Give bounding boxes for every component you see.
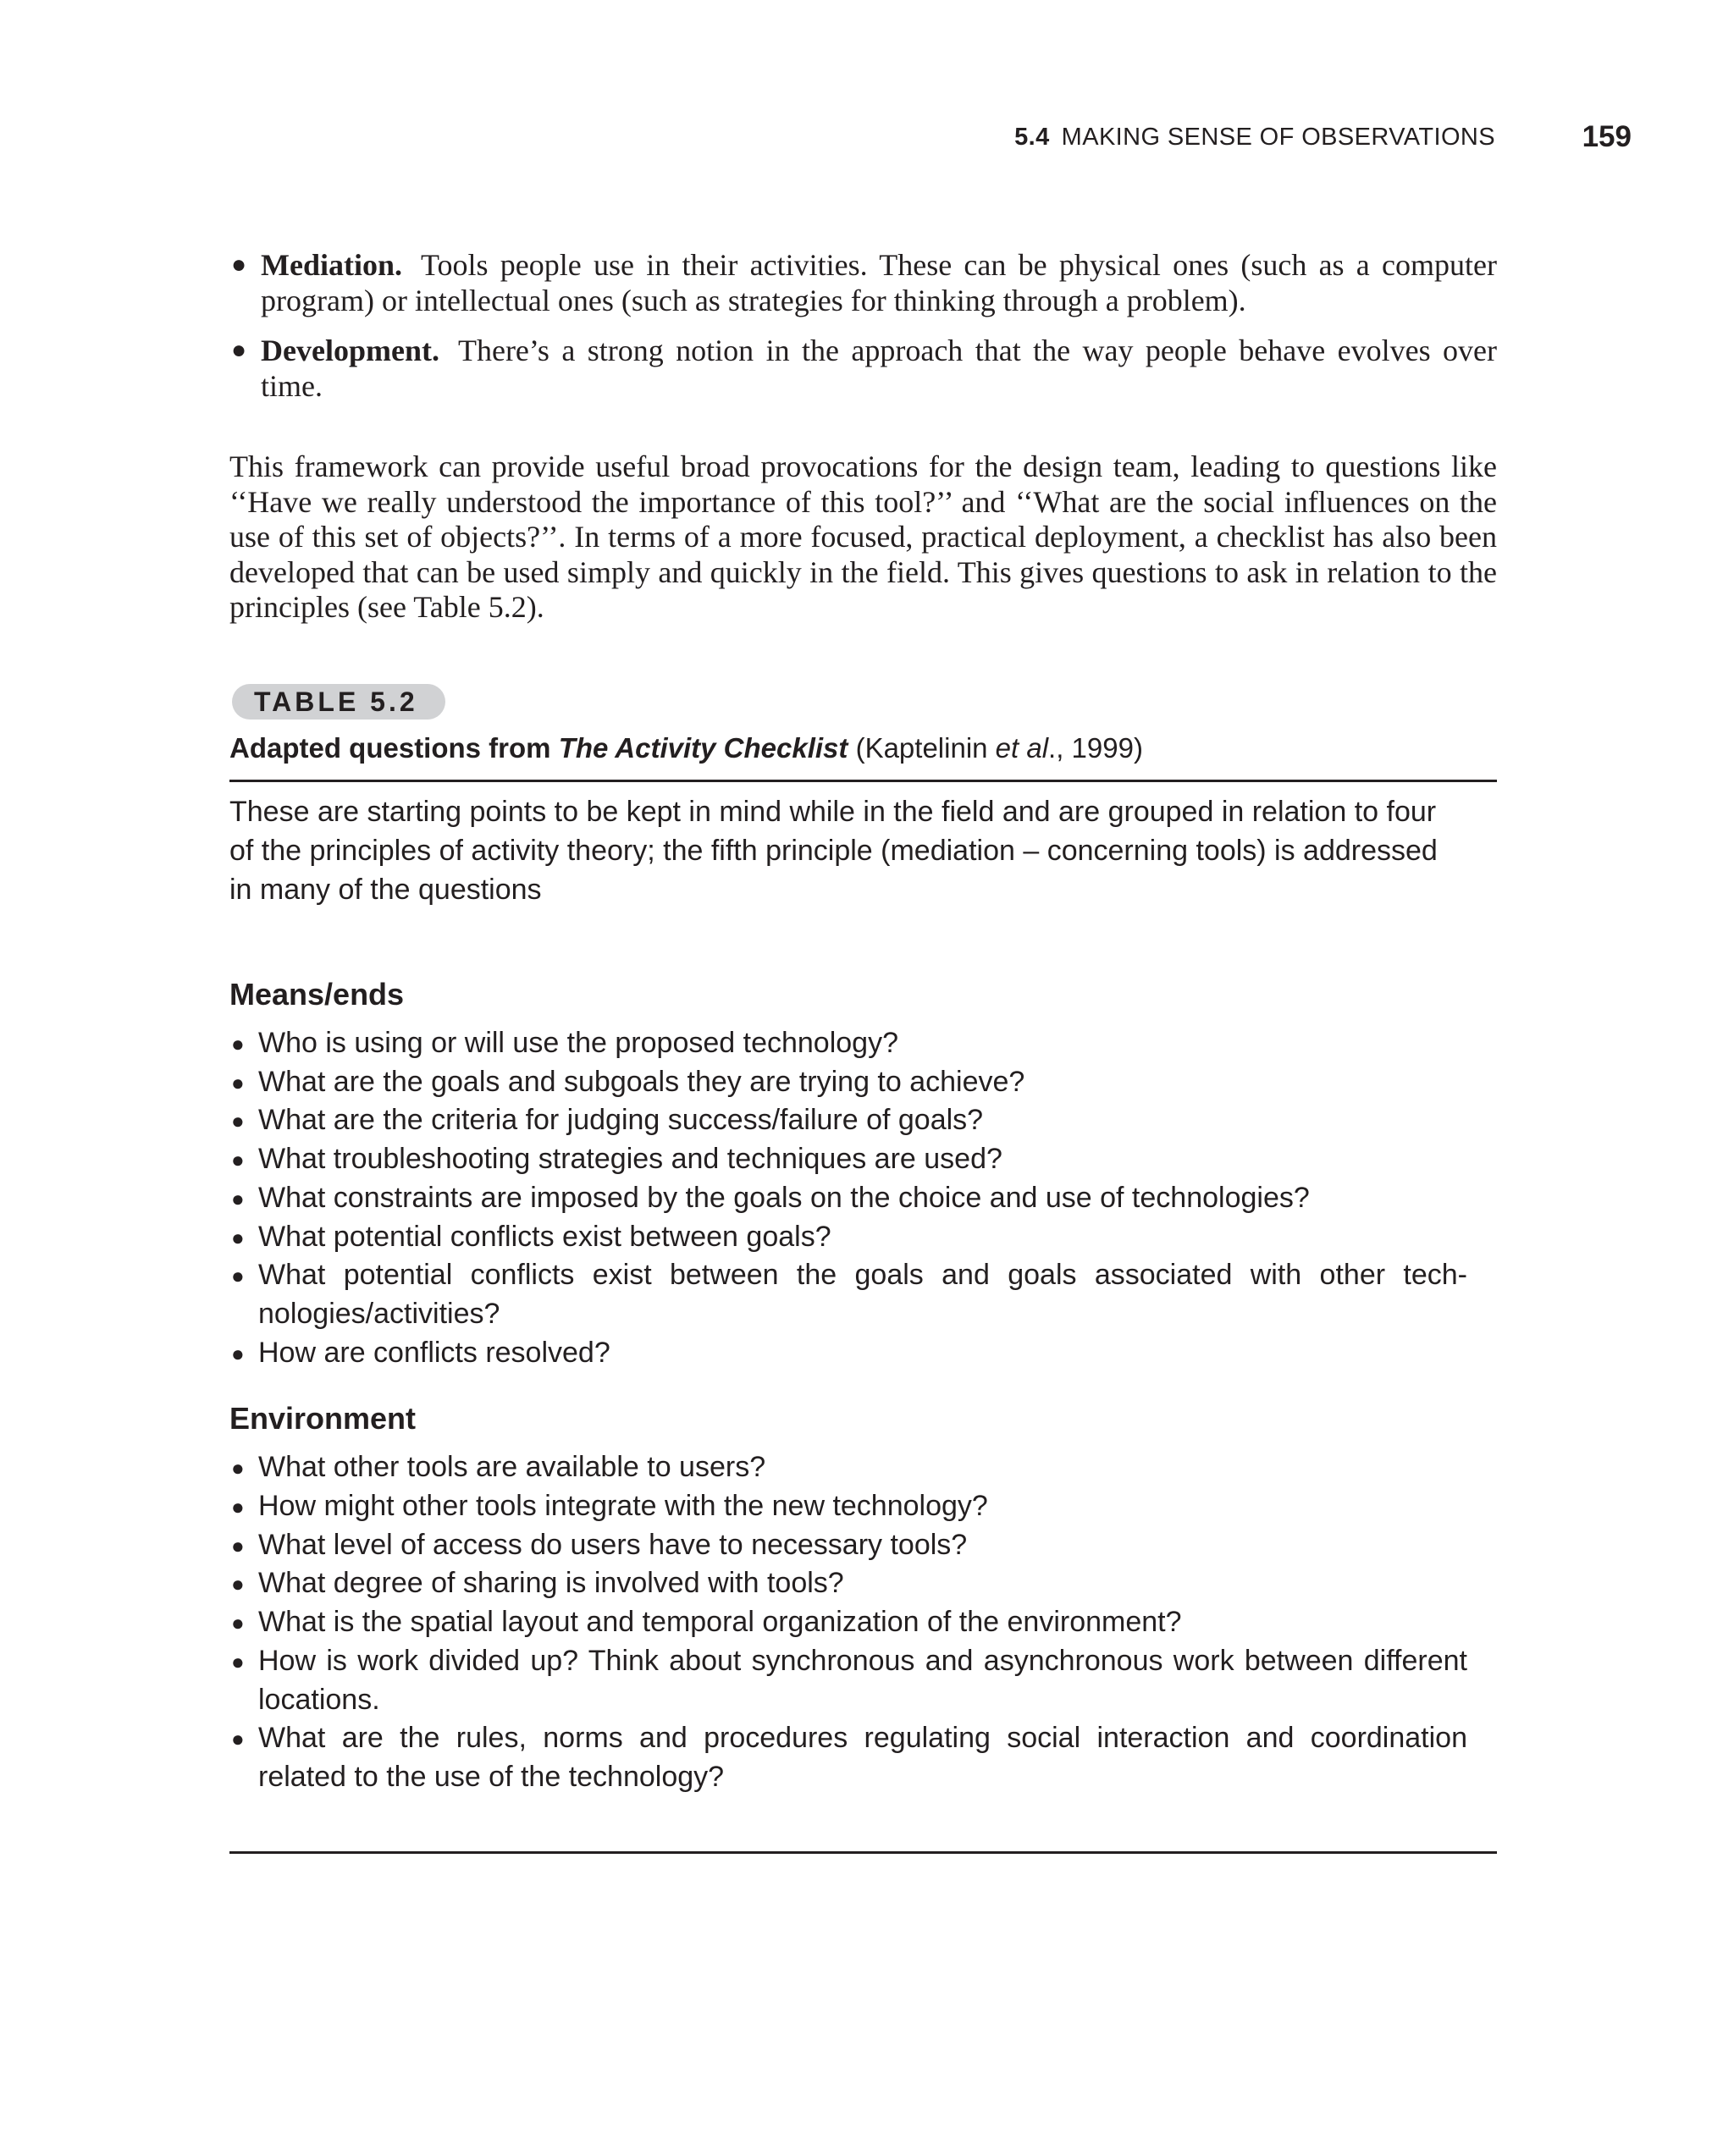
list-item [229, 1024, 1467, 1063]
section-heading [1014, 124, 1495, 152]
question-text: What potential conflicts exist between the goals and goals associated with other tech-nologies/activities? [258, 1259, 1467, 1330]
bullet-icon: ● [231, 1263, 245, 1289]
list-item [229, 1101, 1467, 1140]
list-item [229, 1603, 1467, 1642]
list-item [229, 1063, 1467, 1102]
bullet-icon: ● [231, 1108, 245, 1134]
bullet-icon: ● [231, 1147, 245, 1173]
bullet-text: There’s a strong notion in the approach that the way people behave evolves over time. [261, 334, 1497, 403]
list-item [229, 1564, 1467, 1603]
section-number: 5.4 [1014, 124, 1050, 151]
question-text: How is work divided up? Think about synchronous and asynchronous work between different locations. [258, 1644, 1467, 1716]
question-text: What degree of sharing is involved with tools? [258, 1567, 844, 1600]
running-head [229, 119, 1632, 161]
list-item [229, 1140, 1467, 1179]
bullet-icon: ● [231, 1494, 245, 1520]
bullet-icon: ● [231, 1726, 245, 1752]
bullet-icon: ● [231, 1648, 245, 1674]
caption-prefix: Adapted questions from [229, 732, 559, 764]
question-text: What is the spatial layout and temporal organization of the environment? [258, 1606, 1182, 1639]
table-intro: These are starting points to be kept in mind while in the field and are grouped in relation to four of the principles of activity theory; the fifth principle (mediation – concerning tools) is addressed in many of the questions [229, 796, 1438, 906]
bullet-term: Development. [261, 334, 439, 367]
list-item [229, 1448, 1467, 1487]
bullet-icon: ● [231, 1031, 245, 1056]
bullet-icon: ● [231, 1610, 245, 1636]
question-text: What troubleshooting strategies and techniques are used? [258, 1143, 1002, 1176]
means-ends-question-list [229, 1024, 1467, 1372]
bullet-icon: ● [231, 1224, 245, 1250]
principles-bullet-list [229, 247, 1497, 418]
list-item [229, 247, 1497, 318]
question-text: What are the criteria for judging success/failure of goals? [258, 1104, 984, 1137]
list-item [229, 1487, 1467, 1526]
caption-citation-etal: et al [995, 732, 1049, 764]
question-text: What are the goals and subgoals they are trying to achieve? [258, 1065, 1025, 1098]
bullet-icon: ● [231, 336, 247, 364]
bullet-icon: ● [231, 1455, 245, 1481]
list-item [229, 1719, 1467, 1796]
list-item [229, 1256, 1467, 1333]
question-text: What other tools are available to users? [258, 1451, 766, 1484]
bullet-icon: ● [231, 1185, 245, 1211]
page-number: 159 [1582, 120, 1632, 153]
bullet-icon: ● [231, 1571, 245, 1597]
group-heading-environment: Environment [229, 1401, 417, 1436]
caption-citation-open: (Kaptelinin [848, 732, 996, 764]
bullet-icon: ● [231, 1532, 245, 1558]
table-caption [229, 730, 1143, 767]
body-paragraph: This framework can provide useful broad provocations for the design team, leading to questions like ‘‘Have we really understood the importance of this tool?’’ and ‘‘What are the social influences on the use of this set of objects?’’. In terms of a more focused, practical deployment, a checklist has also been developed that can be used simply and quickly in the field. This gives questions to ask in relation to the principles (see Table 5.2). [229, 449, 1497, 624]
bullet-text: Tools people use in their activities. These can be physical ones (such as a computer program) or intellectual ones (such as strategies for thinking through a problem). [261, 248, 1497, 317]
question-text: How are conflicts resolved? [258, 1336, 610, 1369]
bullet-icon: ● [231, 1069, 245, 1095]
bullet-term: Mediation. [261, 248, 402, 282]
question-text: What constraints are imposed by the goals on the choice and use of technologies? [258, 1181, 1310, 1214]
caption-title: The Activity Checklist [558, 732, 848, 764]
table-body [229, 792, 1497, 1797]
list-item [229, 333, 1497, 404]
environment-question-list [229, 1448, 1467, 1796]
question-text: What level of access do users have to necessary tools? [258, 1528, 968, 1561]
caption-citation-close: ., 1999) [1048, 732, 1143, 764]
table-label-badge: TABLE 5.2 [232, 684, 445, 720]
question-text: What are the rules, norms and procedures regulating social interaction and coordination related to the use of the technology? [258, 1722, 1467, 1793]
question-text: How might other tools integrate with the new technology? [258, 1490, 988, 1523]
section-title: MAKING SENSE OF OBSERVATIONS [1061, 124, 1495, 151]
list-item [229, 1218, 1467, 1257]
group-heading-means-ends: Means/ends [229, 977, 405, 1012]
list-item [229, 1334, 1467, 1373]
table-bottom-rule [229, 1851, 1497, 1854]
question-text: Who is using or will use the proposed technology? [258, 1027, 898, 1059]
list-item [229, 1526, 1467, 1565]
list-item [229, 1642, 1467, 1719]
bullet-icon: ● [231, 1340, 245, 1366]
list-item [229, 1179, 1467, 1218]
question-text: What potential conflicts exist between goals? [258, 1220, 831, 1253]
bullet-icon: ● [231, 251, 247, 278]
table-top-rule [229, 780, 1497, 782]
